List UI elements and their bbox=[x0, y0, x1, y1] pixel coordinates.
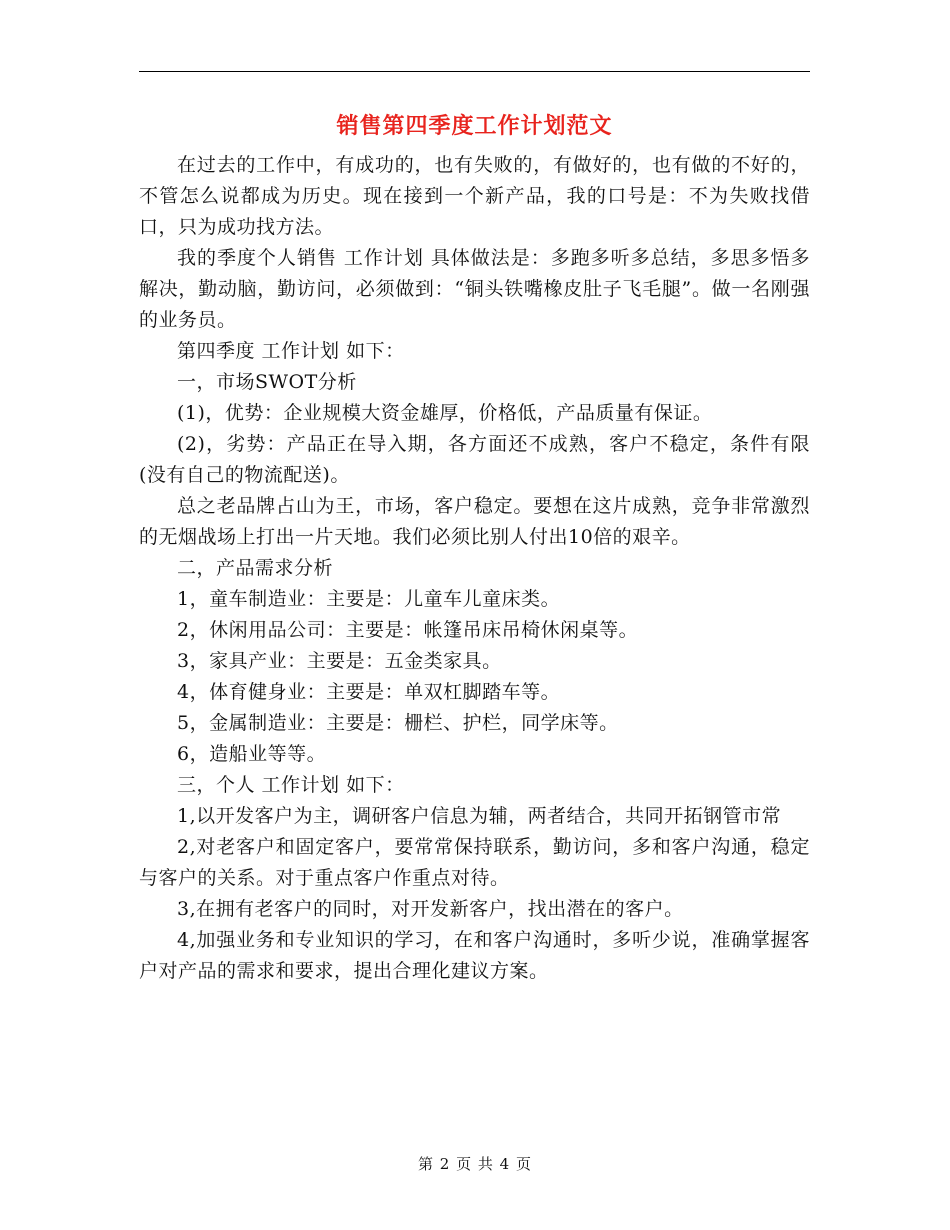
list-item: 2，休闲用品公司：主要是：帐篷吊床吊椅休闲桌等。 bbox=[177, 619, 639, 641]
paragraph: (2)，劣势：产品正在导入期，各方面还不成熟，客户不稳定，条件有限(没有自己的物流配送)。 bbox=[139, 433, 810, 486]
page-footer: 第 2 页 共 4 页 bbox=[418, 1155, 532, 1173]
section-heading: 一，市场SWOT分析 bbox=[177, 371, 357, 393]
section-heading: 三，个人 工作计划 如下： bbox=[177, 774, 405, 796]
list-item: 1，童车制造业：主要是：儿童车儿童床类。 bbox=[177, 588, 561, 610]
paragraph: 在过去的工作中，有成功的，也有失败的，有做好的，也有做的不好的，不管怎么说都成为历史。现在接到一个新产品，我的口号是：不为失败找借口，只为成功找方法。 bbox=[139, 154, 810, 238]
list-item: 3,在拥有老客户的同时，对开发新客户，找出潜在的客户。 bbox=[177, 898, 684, 920]
paragraph: 第四季度 工作计划 如下： bbox=[177, 340, 405, 362]
paragraph: (1)，优势：企业规模大资金雄厚，价格低，产品质量有保证。 bbox=[177, 402, 713, 424]
list-item: 6，造船业等等。 bbox=[177, 743, 327, 765]
document-title: 销售第四季度工作计划范文 bbox=[336, 113, 613, 139]
list-item: 3，家具产业：主要是：五金类家具。 bbox=[177, 650, 502, 672]
paragraph: 总之老品牌占山为王，市场，客户稳定。要想在这片成熟，竞争非常激烈的无烟战场上打出一片天地。我们必须比别人付出10倍的艰辛。 bbox=[139, 495, 810, 548]
list-item: 5，金属制造业：主要是：栅栏、护栏，同学床等。 bbox=[177, 712, 619, 734]
list-item: 2,对老客户和固定客户，要常常保持联系，勤访问，多和客户沟通，稳定与客户的关系。对于重点客户作重点对待。 bbox=[139, 836, 810, 889]
header-rule bbox=[139, 71, 810, 72]
list-item: 4,加强业务和专业知识的学习，在和客户沟通时，多听少说，准确掌握客户对产品的需求和要求，提出合理化建议方案。 bbox=[139, 929, 810, 982]
list-item: 1,以开发客户为主，调研客户信息为辅，两者结合，共同开拓钢管市常 bbox=[177, 805, 782, 827]
document-body bbox=[139, 150, 810, 987]
paragraph: 我的季度个人销售 工作计划 具体做法是：多跑多听多总结，多思多悟多解决，勤动脑，勤访问，必须做到：“铜头铁嘴橡皮肚子飞毛腿”。做一名刚强的业务员。 bbox=[139, 247, 810, 331]
section-heading: 二，产品需求分析 bbox=[177, 557, 334, 579]
list-item: 4，体育健身业：主要是：单双杠脚踏车等。 bbox=[177, 681, 561, 703]
